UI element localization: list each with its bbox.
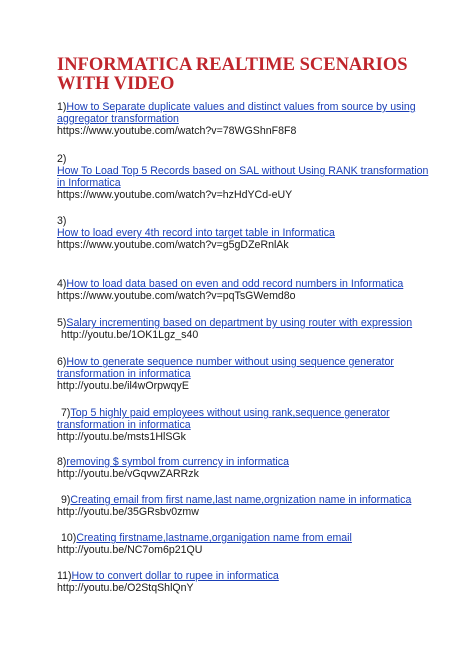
video-link[interactable]: How to load data based on even and odd record numbers in Informatica [66,278,404,290]
video-url: http://youtu.be/vGqvwZARRzk [57,468,199,480]
video-link[interactable]: Creating firstname,lastname,organigation name from email [76,532,352,544]
list-item [57,278,437,302]
item-number: 8) [57,456,67,468]
video-link[interactable]: How To Load Top 5 Records based on SAL without Using RANK transformation in Informatica [57,165,429,189]
video-url: http://youtu.be/1OK1Lgz_s40 [61,329,199,341]
list-item [57,570,437,594]
video-link[interactable]: Creating email from first name,last name,orgnization name in informatica [70,494,412,506]
list-item [57,101,437,137]
video-url: http://youtu.be/il4wOrpwqyE [57,380,189,392]
document-title: INFORMATICA REALTIME SCENARIOS WITH VIDEO [57,55,408,94]
item-number: 10) [61,532,77,544]
video-link[interactable]: How to load every 4th record into target table in Informatica [57,227,335,239]
item-number: 7) [61,407,71,419]
video-link[interactable]: Salary incrementing based on department by using router with expression [66,317,413,329]
list-item [57,356,437,392]
video-url: https://www.youtube.com/watch?v=g5gDZeRnlAk [57,239,289,251]
list-item [57,153,437,201]
item-number: 6) [57,356,67,368]
video-link[interactable]: Top 5 highly paid employees without using rank,sequence generator transformation in informatica [57,407,390,431]
video-link[interactable]: How to Separate duplicate values and distinct values from source by using aggregator transformation [57,101,416,125]
video-url: http://youtu.be/35GRsbv0zmw [57,506,199,518]
item-number: 11) [57,570,72,582]
video-url: http://youtu.be/msts1HlSGk [57,431,186,443]
item-number: 3) [57,215,67,227]
video-link[interactable]: How to convert dollar to rupee in informatica [71,570,279,582]
item-number: 1) [57,101,67,113]
video-url: http://youtu.be/NC7om6p21QU [57,544,203,556]
video-url: http://youtu.be/O2StqShlQnY [57,582,194,594]
item-number: 2) [57,153,67,165]
list-item [57,317,437,341]
video-url: https://www.youtube.com/watch?v=78WGShnF8F8 [57,125,297,137]
list-item [57,494,437,518]
list-item [57,532,437,556]
list-item [57,215,437,251]
video-url: https://www.youtube.com/watch?v=pqTsGWemd8o [57,290,296,302]
item-number: 5) [57,317,67,329]
item-number: 4) [57,278,67,290]
video-link[interactable]: removing $ symbol from currency in informatica [66,456,289,468]
video-link[interactable]: How to generate sequence number without using sequence generator transformation in informatica [57,356,394,380]
list-item [57,456,437,480]
item-number: 9) [61,494,71,506]
list-item [57,407,437,443]
video-url: https://www.youtube.com/watch?v=hzHdYCd-eUY [57,189,293,201]
